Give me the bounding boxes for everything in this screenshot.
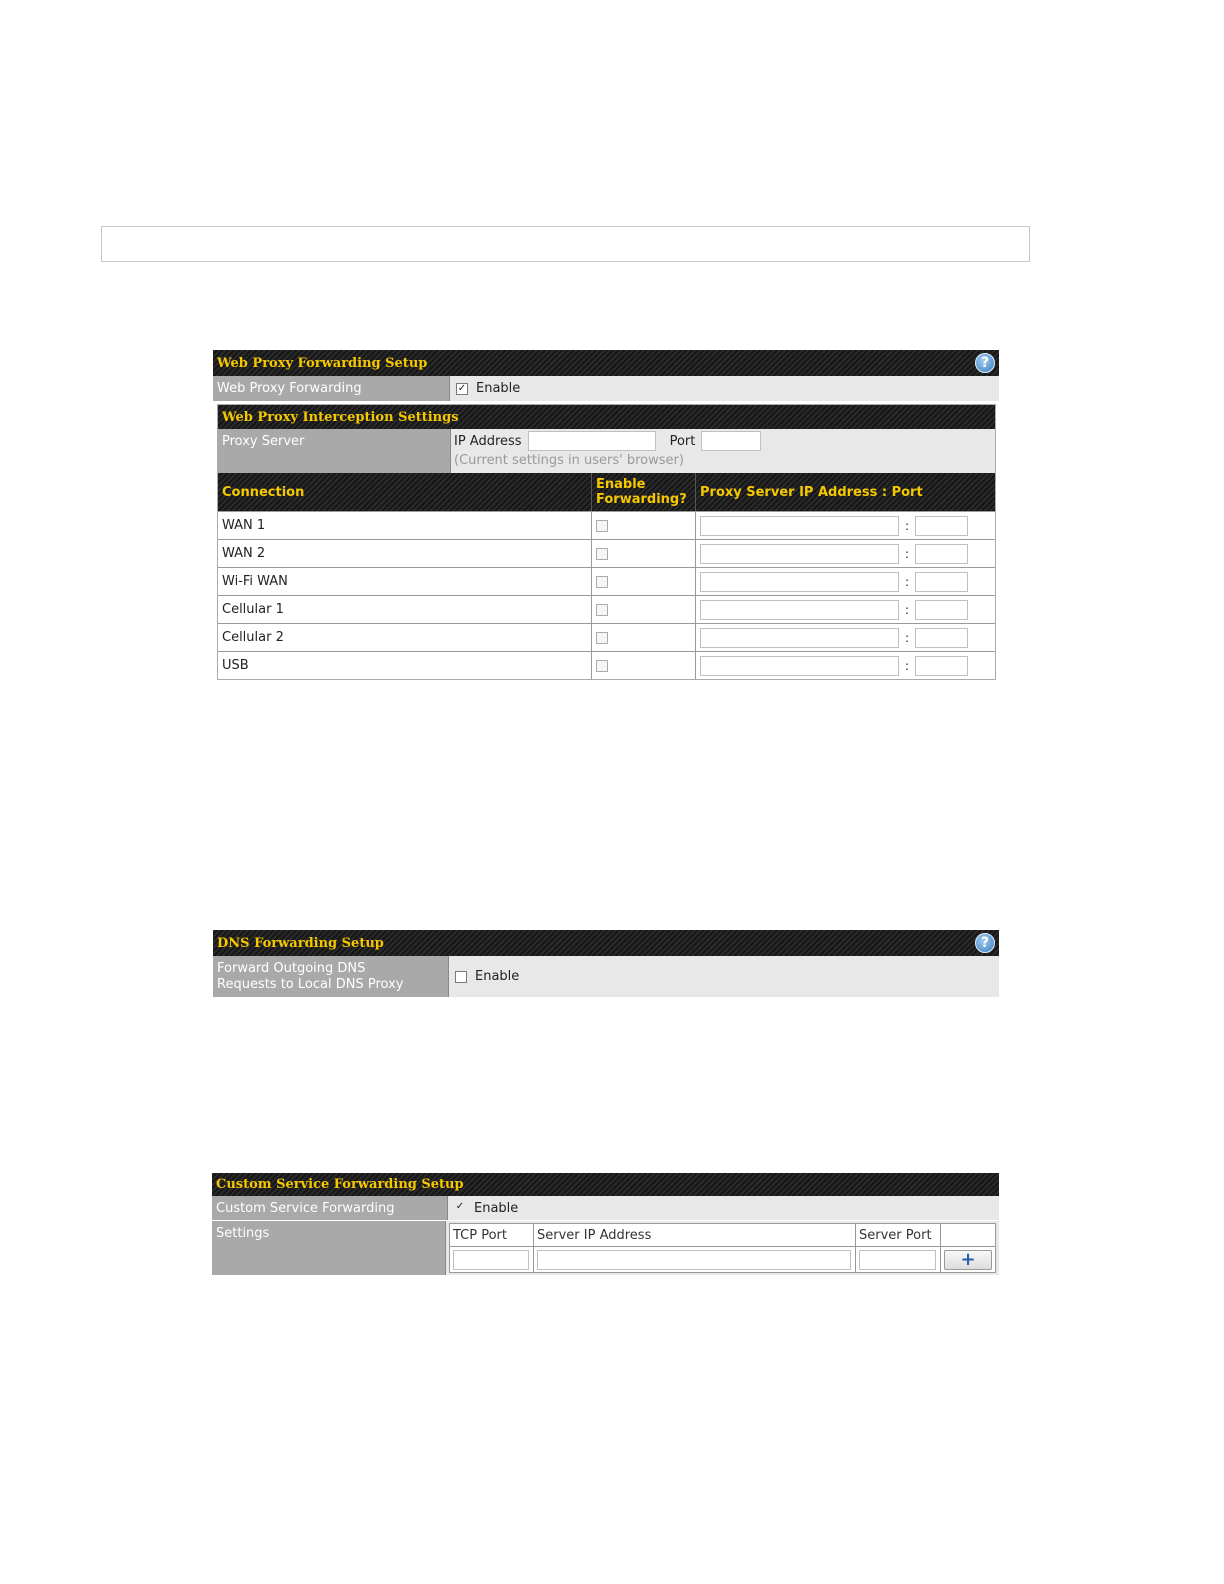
custom-enable-checkbox[interactable]: ✓ [455,1201,465,1212]
enable-forwarding-column-header [592,473,696,511]
help-icon[interactable]: ? [975,933,995,953]
tcp-port-input[interactable] [453,1250,529,1270]
dns-forward-label-line1: Forward Outgoing DNS [217,960,366,976]
custom-forwarding-label: Custom Service Forwarding [212,1196,448,1220]
colon-separator: : [905,658,910,673]
connection-name: WAN 2 [218,540,592,567]
proxy-ip-input[interactable] [700,628,899,648]
custom-table-input-row [450,1247,995,1272]
connections-header [218,473,995,511]
connection-proxy-cell [696,624,995,651]
connection-name: Cellular 2 [218,624,592,651]
table-row [218,623,995,651]
connection-name: Wi-Fi WAN [218,568,592,595]
web-proxy-panel [213,350,999,684]
colon-separator: : [905,602,910,617]
ip-address-label: IP Address [454,433,522,449]
proxy-ip-input[interactable] [700,600,899,620]
add-cell [941,1247,995,1272]
port-label: Port [669,433,696,449]
proxy-port-input[interactable] [915,628,968,648]
proxy-port-input[interactable] [915,572,968,592]
connection-proxy-cell [696,652,995,679]
custom-title: Custom Service Forwarding Setup [216,1177,464,1192]
server-port-cell [856,1247,941,1272]
connection-name: Cellular 1 [218,596,592,623]
proxy-port-input[interactable] [915,656,968,676]
table-row [218,595,995,623]
colon-separator: : [905,546,910,561]
server-port-header: Server Port [856,1224,941,1246]
server-port-input[interactable] [859,1250,936,1270]
server-ip-header: Server IP Address [534,1224,856,1246]
table-row [218,651,995,679]
connection-enable-cell [592,624,696,651]
help-icon[interactable]: ? [975,353,995,373]
dns-forward-label [213,956,449,997]
custom-table-header [450,1224,995,1247]
dns-forward-label-line2: Requests to Local DNS Proxy [217,976,404,992]
dns-enable-label: Enable [475,969,520,984]
custom-forwarding-row [212,1196,999,1221]
forwarding-checkbox[interactable] [596,520,608,532]
connection-enable-cell [592,652,696,679]
dns-panel [213,930,999,998]
dns-enable-checkbox[interactable] [455,971,467,983]
proxy-ip-input[interactable] [700,656,899,676]
custom-title-bar [212,1173,999,1196]
proxy-ip-input[interactable] [700,544,899,564]
dns-title-bar [213,930,999,956]
browser-settings-note: (Current settings in users' browser) [454,453,684,468]
web-proxy-enable-label: Enable [476,381,521,396]
interception-section [217,404,996,680]
dns-title: DNS Forwarding Setup [217,935,384,951]
connection-proxy-cell [696,596,995,623]
forwarding-checkbox[interactable] [596,548,608,560]
proxy-address-column-header: Proxy Server IP Address : Port [700,484,923,500]
connection-enable-cell [592,540,696,567]
web-proxy-forwarding-value [450,376,999,401]
connection-proxy-cell [696,512,995,539]
add-button[interactable]: + [944,1250,992,1270]
colon-separator: : [905,630,910,645]
web-proxy-title: Web Proxy Forwarding Setup [217,355,428,371]
custom-enable-label: Enable [474,1200,519,1216]
connection-column-header: Connection [218,473,592,511]
connection-enable-cell [592,568,696,595]
settings-value [446,1221,999,1275]
web-proxy-forwarding-row [213,376,999,402]
forwarding-checkbox[interactable] [596,576,608,588]
ip-address-input[interactable] [528,431,656,451]
tcp-port-header: TCP Port [450,1224,534,1246]
dns-forward-value [449,956,999,997]
proxy-ip-input[interactable] [700,572,899,592]
top-blank-bar [101,226,1030,262]
connection-proxy-cell [696,540,995,567]
tcp-port-cell [450,1247,534,1272]
interception-title: Web Proxy Interception Settings [218,405,995,429]
proxy-server-value [451,429,995,473]
forwarding-checkbox[interactable] [596,632,608,644]
colon-separator: : [905,574,910,589]
custom-service-table [449,1223,996,1273]
dns-forward-row [213,956,999,998]
table-row [218,567,995,595]
action-header [941,1224,995,1246]
colon-separator: : [905,518,910,533]
table-row [218,539,995,567]
connection-proxy-cell [696,568,995,595]
proxy-server-label: Proxy Server [218,429,451,473]
proxy-server-row [218,429,995,473]
settings-label: Settings [212,1221,446,1275]
server-ip-cell [534,1247,856,1272]
forwarding-checkbox[interactable] [596,660,608,672]
enable-forwarding-header-line2: Forwarding? [596,492,687,507]
connection-name: WAN 1 [218,512,592,539]
custom-service-panel [212,1173,999,1277]
server-ip-input[interactable] [537,1250,851,1270]
port-input[interactable] [701,431,761,451]
forwarding-checkbox[interactable] [596,604,608,616]
connection-name: USB [218,652,592,679]
connection-enable-cell [592,596,696,623]
proxy-port-input[interactable] [915,516,968,536]
proxy-port-input[interactable] [915,600,968,620]
web-proxy-enable-checkbox[interactable]: ✓ [457,382,467,394]
enable-forwarding-header-line1: Enable [596,477,646,492]
custom-forwarding-value [448,1196,999,1220]
table-row [218,511,995,539]
custom-settings-row [212,1221,999,1275]
web-proxy-title-bar [213,350,999,376]
connection-enable-cell [592,512,696,539]
web-proxy-forwarding-label: Web Proxy Forwarding [213,376,450,401]
proxy-port-input[interactable] [915,544,968,564]
proxy-ip-input[interactable] [700,516,899,536]
